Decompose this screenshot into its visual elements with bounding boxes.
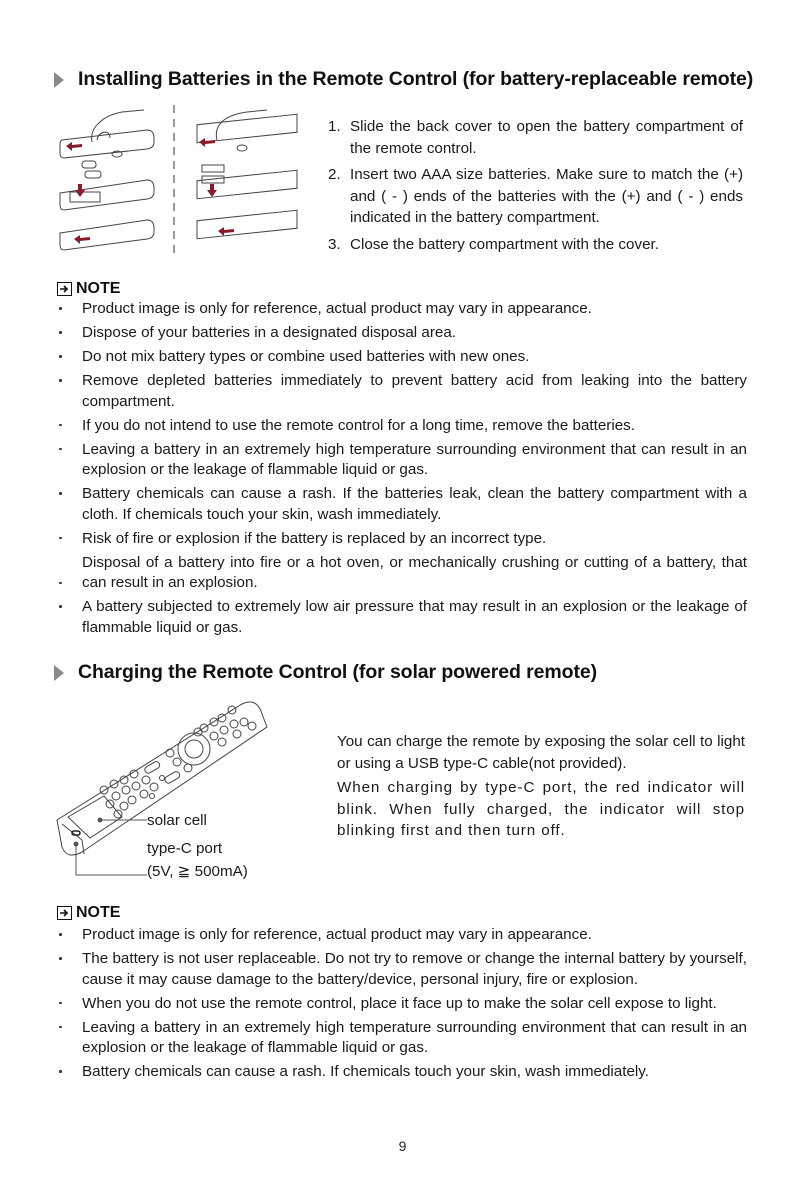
triangle-bullet-icon bbox=[54, 665, 64, 681]
note-item: Product image is only for reference, actual product may vary in appearance. bbox=[57, 299, 747, 320]
note-item: Leaving a battery in an extremely high temperature surrounding environment that can result in an explosion or the leakage of flammable liquid or gas. bbox=[57, 1018, 747, 1059]
section-title-installing-batteries bbox=[54, 68, 753, 91]
section-title-text: Charging the Remote Control (for solar powered remote) bbox=[78, 661, 597, 683]
note-item: Product image is only for reference, actual product may vary in appearance. bbox=[57, 925, 747, 946]
note-item: Leaving a battery in an extremely high temperature surrounding environment that can result in an explosion or the leakage of flammable liquid or gas. bbox=[57, 440, 747, 481]
step-item bbox=[328, 234, 743, 256]
section-title-text: Installing Batteries in the Remote Control (for battery-replaceable remote) bbox=[78, 68, 754, 90]
note-item: Remove depleted batteries immediately to prevent battery acid from leaking into the battery compartment. bbox=[57, 371, 747, 412]
step-item bbox=[328, 116, 743, 159]
note-item: Battery chemicals can cause a rash. If chemicals touch your skin, wash immediately. bbox=[57, 1062, 747, 1083]
step-number: 3. bbox=[328, 235, 341, 253]
note-label: NOTE bbox=[76, 904, 121, 921]
section-title-charging-remote bbox=[54, 661, 597, 684]
bullet-dot-icon bbox=[57, 1018, 82, 1059]
note-item: Do not mix battery types or combine used batteries with new ones. bbox=[57, 347, 747, 368]
bullet-dot-icon bbox=[57, 347, 82, 368]
charging-description bbox=[337, 731, 745, 845]
note-item: If you do not intend to use the remote control for a long time, remove the batteries. bbox=[57, 416, 747, 437]
bullet-dot-icon bbox=[57, 484, 82, 525]
note-header bbox=[57, 904, 120, 922]
note-label: NOTE bbox=[76, 280, 121, 297]
note-item: Disposal of a battery into fire or a hot oven, or mechanically crushing or cutting of a battery, that can result in an explosion. bbox=[57, 553, 747, 594]
arrow-left-icon bbox=[66, 142, 82, 151]
step-number: 2. bbox=[328, 166, 341, 183]
battery-install-illustration bbox=[52, 100, 312, 260]
note-item: Risk of fire or explosion if the battery is replaced by an incorrect type. bbox=[57, 529, 747, 550]
bullet-dot-icon bbox=[57, 553, 82, 594]
step-text: Slide the back cover to open the battery compartment of the remote control. bbox=[350, 118, 743, 157]
page-number: 9 bbox=[398, 1138, 407, 1154]
bullet-dot-icon bbox=[57, 1062, 82, 1083]
type-c-port-callout: type-C port bbox=[147, 840, 223, 857]
notes-list-batteries bbox=[57, 299, 747, 642]
arrow-right-icon bbox=[74, 235, 90, 244]
note-item: A battery subjected to extremely low air pressure that may result in an explosion or the leakage of flammable liquid or gas. bbox=[57, 597, 747, 638]
bullet-dot-icon bbox=[57, 416, 82, 437]
hand-icon bbox=[92, 110, 144, 142]
note-arrow-box-icon bbox=[57, 282, 72, 296]
bullet-dot-icon bbox=[57, 299, 82, 320]
note-item: Dispose of your batteries in a designated disposal area. bbox=[57, 323, 747, 344]
solar-cell-callout: solar cell bbox=[147, 812, 207, 829]
note-item: Battery chemicals can cause a rash. If the batteries leak, clean the battery compartment with a cloth. If chemicals touch your skin, wash immediately. bbox=[57, 484, 747, 525]
step-text: Close the battery compartment with the cover. bbox=[350, 235, 659, 253]
bullet-dot-icon bbox=[57, 597, 82, 638]
type-c-port-spec-callout: (5V, ≧ 500mA) bbox=[147, 863, 248, 880]
note-header bbox=[57, 280, 120, 298]
bullet-dot-icon bbox=[57, 440, 82, 481]
install-steps-list bbox=[328, 116, 743, 260]
bullet-dot-icon bbox=[57, 529, 82, 550]
arrow-down-icon bbox=[75, 184, 85, 197]
charging-paragraph: You can charge the remote by exposing the solar cell to light or using a USB type-C cable(not provided). bbox=[337, 733, 745, 772]
triangle-bullet-icon bbox=[54, 72, 64, 88]
charging-paragraph: When charging by type-C port, the red indicator will blink. When fully charged, the indicator will stop blinking first and then turn off. bbox=[337, 779, 745, 839]
note-arrow-box-icon bbox=[57, 906, 72, 920]
bullet-dot-icon bbox=[57, 994, 82, 1015]
bullet-dot-icon bbox=[57, 949, 82, 990]
note-item: When you do not use the remote control, place it face up to make the solar cell expose to light. bbox=[57, 994, 747, 1015]
bullet-dot-icon bbox=[57, 925, 82, 946]
note-item: The battery is not user replaceable. Do not try to remove or change the internal battery by yourself, cause it may cause damage to the battery/device, personal injury, fire or explosion. bbox=[57, 949, 747, 990]
step-text: Insert two AAA size batteries. Make sure to match the (+) and ( - ) ends of the batteries with the (+) and ( - ) ends indicated in the battery compartment. bbox=[350, 166, 743, 226]
step-item bbox=[328, 164, 743, 229]
bullet-dot-icon bbox=[57, 323, 82, 344]
step-number: 1. bbox=[328, 118, 341, 135]
bullet-dot-icon bbox=[57, 371, 82, 412]
notes-list-solar bbox=[57, 925, 747, 1086]
